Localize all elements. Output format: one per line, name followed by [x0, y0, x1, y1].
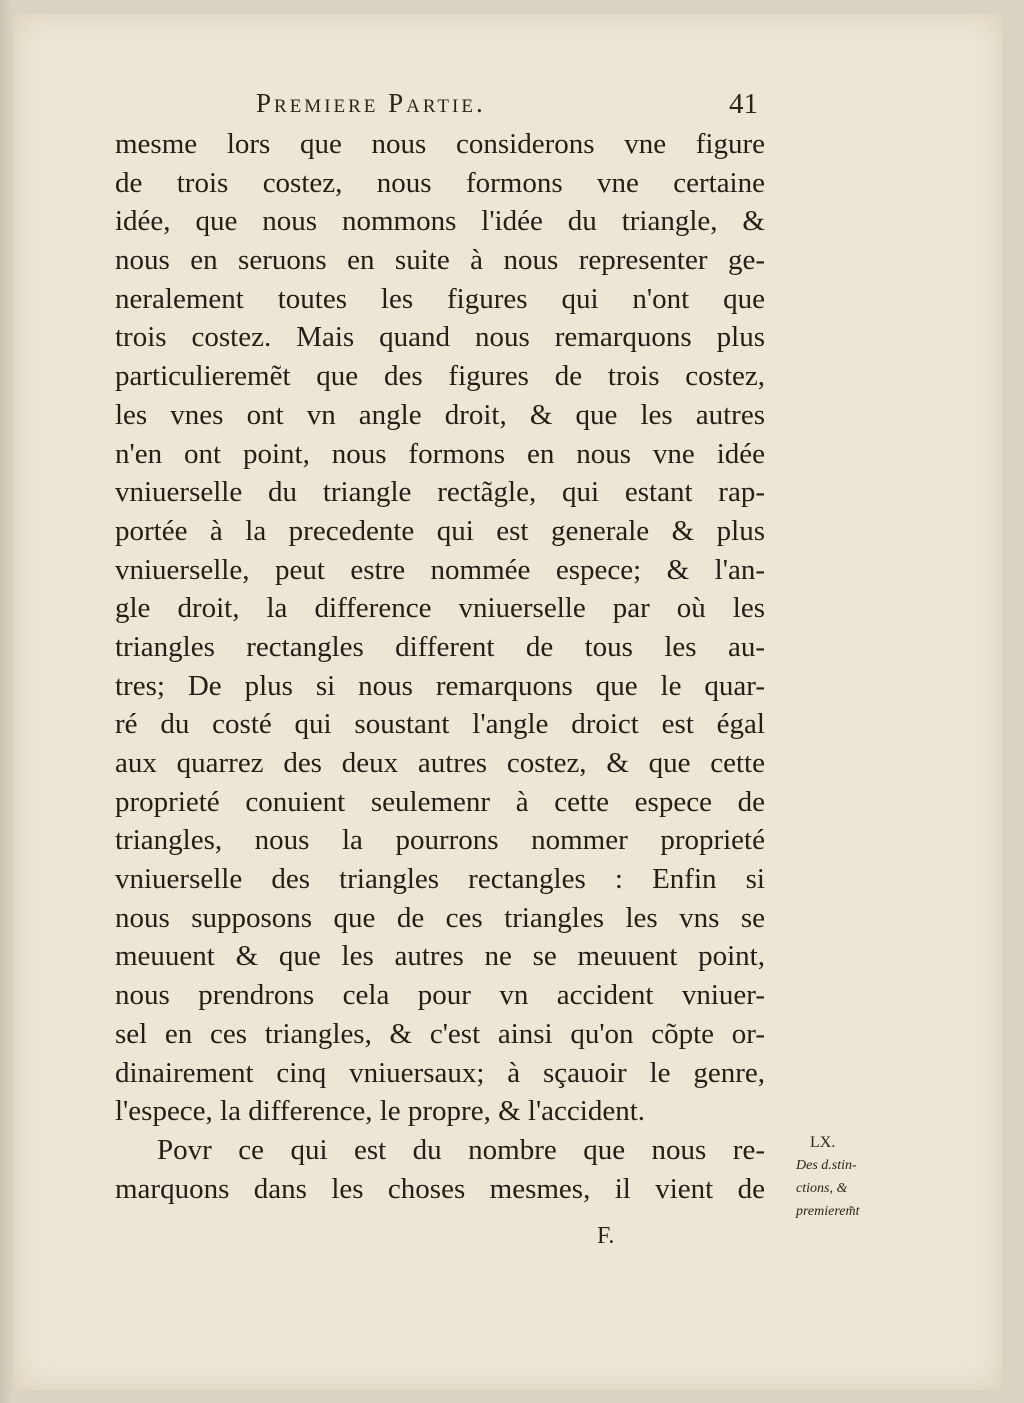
text-line: nous en seruons en suite à nous representer ge-: [115, 244, 765, 277]
text-line: vniuerselle du triangle rectãgle, qui estant rap-: [115, 476, 765, 509]
text-line: tres; De plus si nous remarquons que le quar-: [115, 669, 765, 702]
text-line: nous prendrons cela pour vn accident vniuer-: [115, 979, 765, 1012]
marginal-note-line: ctions, &: [796, 1181, 848, 1196]
text-line: particulieremẽt que des figures de trois costez,: [115, 360, 765, 393]
marginal-note-line: Des d.stin-: [796, 1158, 857, 1173]
text-line: mesme lors que nous considerons vne figure: [115, 128, 765, 160]
text-line: de trois costez, nous formons vne certaine: [115, 166, 765, 199]
main-text-block: [115, 125, 765, 1208]
text-line: aux quarrez des deux autres costez, & que cette: [115, 747, 765, 779]
text-line: triangles rectangles different de tous les au-: [115, 630, 765, 663]
text-line: sel en ces triangles, & c'est ainsi qu'on cõpte or-: [115, 1017, 765, 1050]
book-gutter: [0, 0, 14, 1403]
text-line: proprieté conuient seulemenr à cette espece de: [115, 785, 765, 818]
marginal-note-number: LX.: [810, 1134, 836, 1151]
running-head-title: Premiere Partie.: [256, 88, 486, 118]
text-line: n'en ont point, nous formons en nous vne idée: [115, 437, 765, 470]
text-line: marquons dans les choses mesmes, il vient de: [115, 1172, 765, 1205]
text-line: les vnes ont vn angle droit, & que les autres: [115, 398, 765, 431]
marginal-note-line: premierem̃t: [796, 1204, 860, 1219]
signature-mark: F.: [597, 1223, 615, 1249]
marginal-note: [796, 1131, 901, 1223]
text-line: gle droit, la difference vniuerselle par où les: [115, 592, 765, 625]
text-line-paragraph-start: Povr ce qui est du nombre que nous re-: [157, 1133, 765, 1166]
text-line-paragraph-end: l'espece, la difference, le propre, & l'accident.: [115, 1095, 646, 1128]
text-line: trois costez. Mais quand nous remarquons plus: [115, 321, 765, 354]
text-line: dinairement cinq vniuersaux; à sçauoir le genre,: [115, 1056, 765, 1089]
text-line: vniuerselle, peut estre nommée espece; & l'an-: [115, 553, 765, 586]
text-line: neralement toutes les figures qui n'ont que: [115, 282, 765, 315]
text-line: ré du costé qui soustant l'angle droict est égal: [115, 708, 765, 741]
text-line: vniuerselle des triangles rectangles : Enfin si: [115, 863, 765, 896]
text-line: portée à la precedente qui est generale & plus: [115, 514, 765, 547]
text-line: triangles, nous la pourrons nommer proprieté: [115, 824, 765, 857]
text-line: nous supposons que de ces triangles les vns se: [115, 901, 765, 934]
text-line: idée, que nous nommons l'idée du triangle, &: [115, 205, 765, 238]
text-line: meuuent & que les autres ne se meuuent point,: [115, 940, 765, 973]
page-number: 41: [729, 88, 758, 120]
